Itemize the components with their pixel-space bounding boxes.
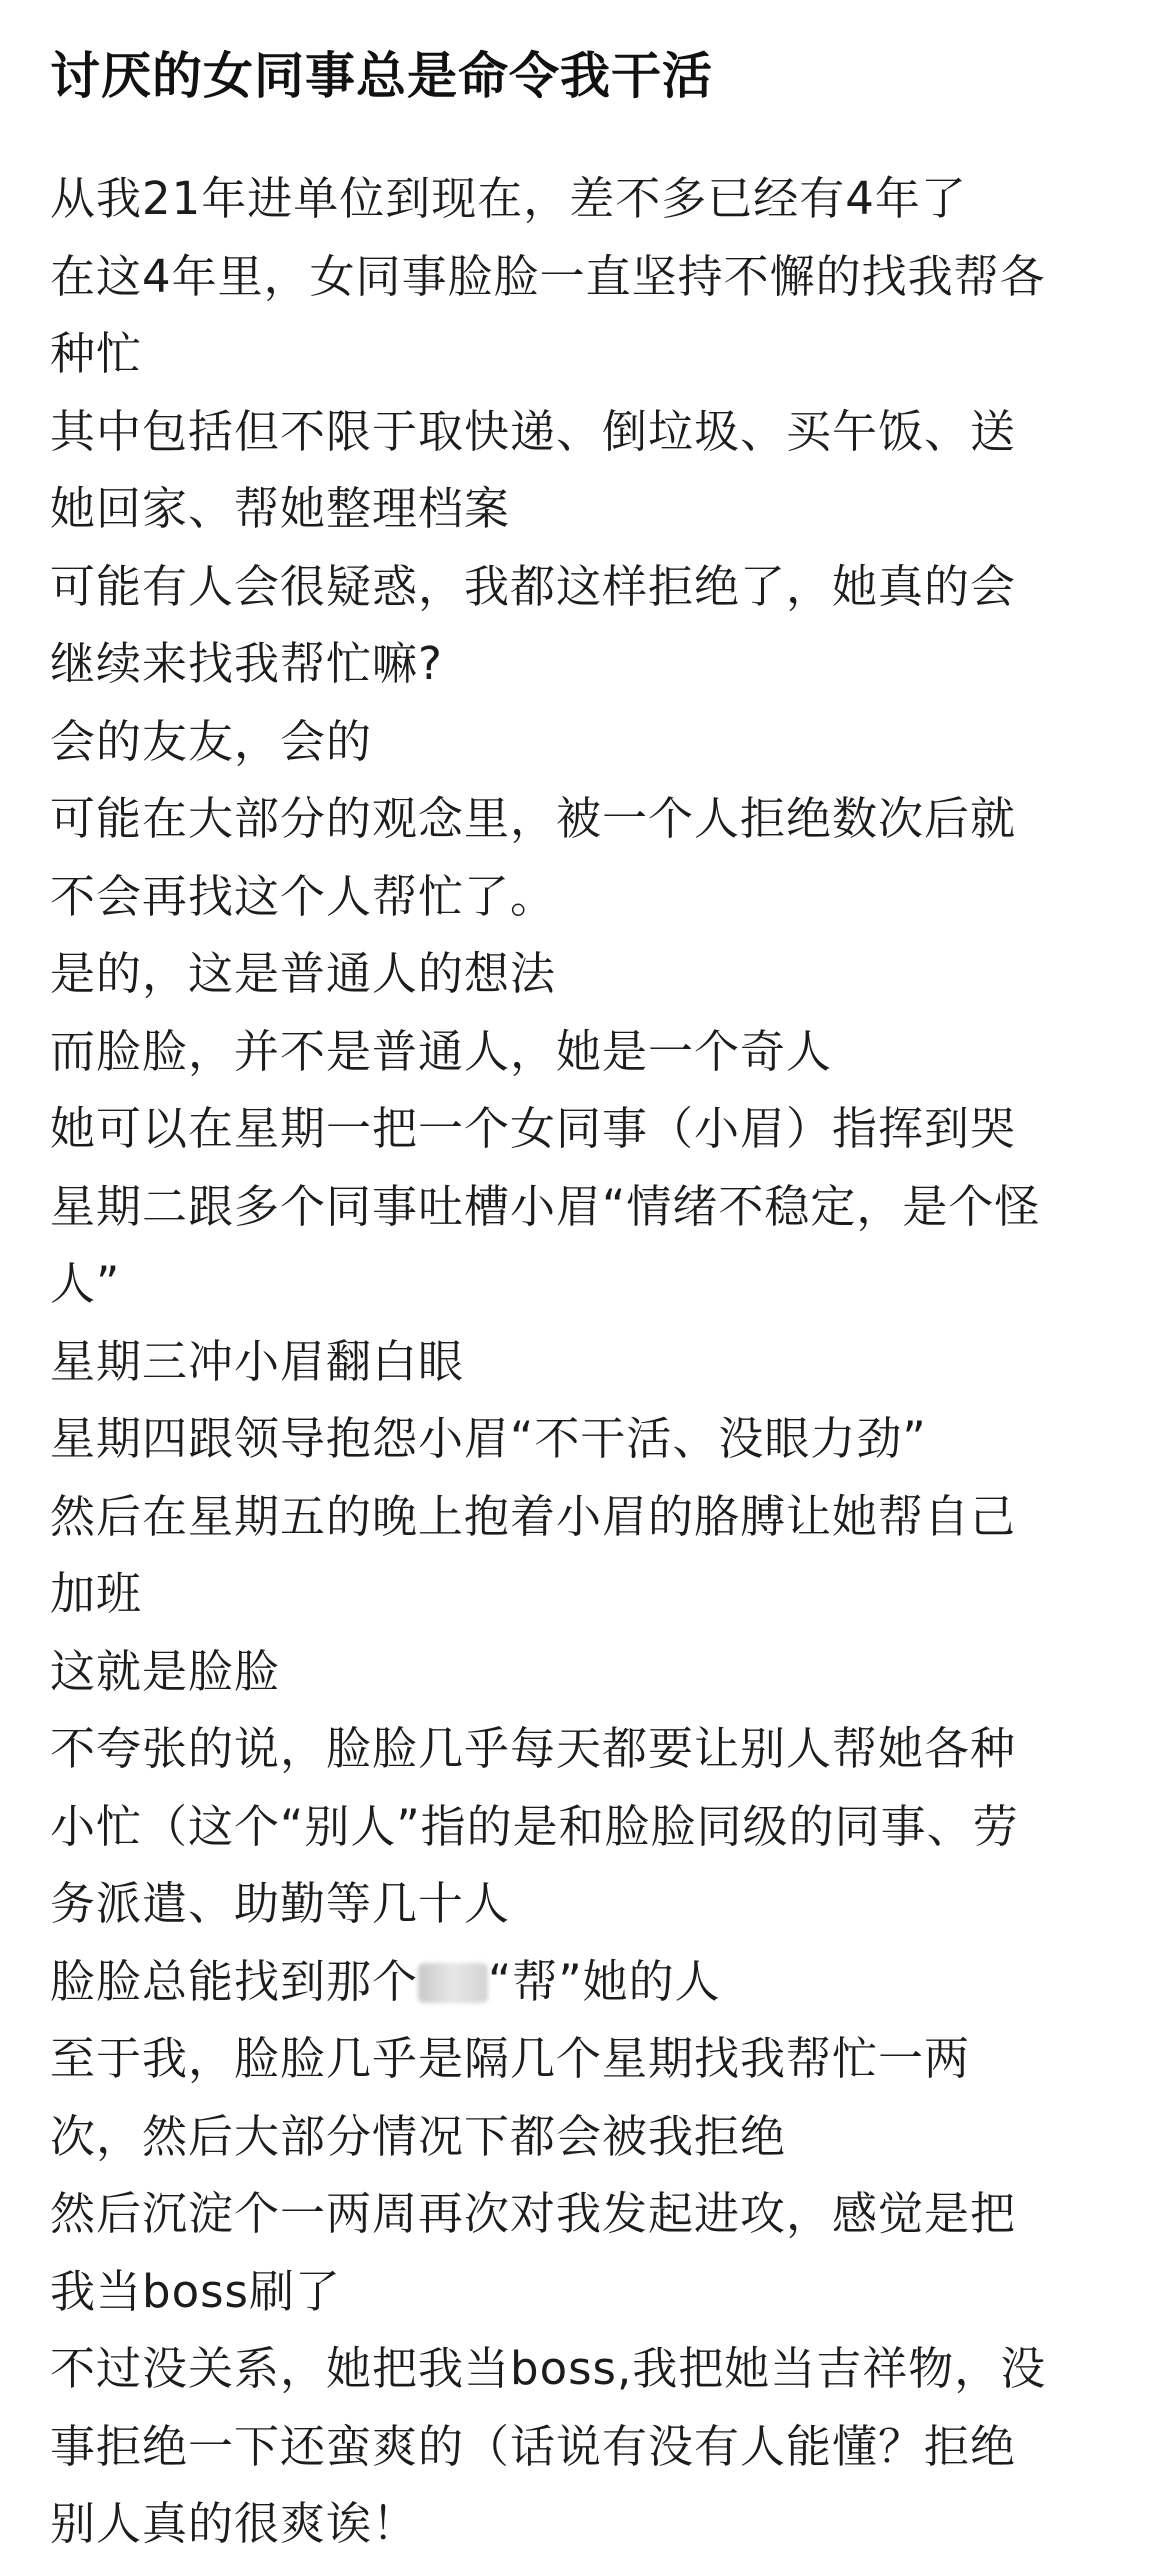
body-line: 在这4年里，女同事脸脸一直坚持不懈的找我帮各: [50, 249, 1046, 303]
obscured-text-blur: [418, 1963, 488, 2003]
body-line: 加班: [50, 1567, 143, 1620]
body-line: 星期三冲小眉翻白眼: [50, 1334, 465, 1388]
body-line: 这就是脸脸: [50, 1644, 281, 1698]
body-line: 星期二跟多个同事吐槽小眉“情绪不稳定，是个怪: [50, 1179, 1041, 1233]
body-line: 至于我，脸脸几乎是隔几个星期找我帮忙一两: [50, 2032, 971, 2085]
body-line: 种忙: [50, 327, 143, 380]
body-line: 务派遣、助勤等几十人: [50, 1877, 511, 1930]
body-line: 可能在大部分的观念里，被一个人拒绝数次后就: [50, 792, 1017, 845]
body-line: 不夸张的说，脸脸几乎每天都要让别人帮她各种: [50, 1722, 1017, 1775]
body-line: 我当boss刷了: [50, 2264, 341, 2318]
body-line: 不过没关系，她把我当boss,我把她当吉祥物，没: [50, 2342, 1047, 2395]
body-line: 不会再找这个人帮忙了。: [50, 869, 557, 923]
body-line: 小忙（这个“别人”指的是和脸脸同级的同事、劳: [50, 1799, 1019, 1853]
body-line: 其中包括但不限于取快递、倒垃圾、买午饭、送: [50, 404, 1017, 458]
body-line: 事拒绝一下还蛮爽的（话说有没有人能懂？拒绝: [50, 2419, 1017, 2473]
body-line: 可能有人会很疑惑，我都这样拒绝了，她真的会: [50, 559, 1017, 613]
post-title: 讨厌的女同事总是命令我干活: [50, 47, 713, 105]
post-body: [50, 160, 1120, 2563]
body-line: 人”: [50, 1257, 121, 1310]
body-line: 她回家、帮她整理档案: [50, 482, 511, 535]
body-line: 然后沉淀个一两周再次对我发起进攻，感觉是把: [50, 2187, 1017, 2240]
body-line-suffix: “帮”她的人: [488, 1954, 721, 2008]
body-line: 会的友友，会的: [50, 714, 373, 768]
body-line: 是的，这是普通人的想法: [50, 947, 557, 1000]
body-line: 然后在星期五的晚上抱着小眉的胳膊让她帮自己: [50, 1489, 1017, 1543]
body-line: 继续来找我帮忙嘛?: [50, 637, 443, 690]
body-line: 星期四跟领导抱怨小眉“不干活、没眼力劲”: [50, 1412, 927, 1465]
body-line-obscured: [50, 1943, 1120, 2021]
body-line: 而脸脸，并不是普通人，她是一个奇人: [50, 1024, 833, 1078]
body-line: 从我21年进单位到现在，差不多已经有4年了: [50, 172, 967, 225]
body-line: 次，然后大部分情况下都会被我拒绝: [50, 2109, 787, 2163]
body-line: 她可以在星期一把一个女同事（小眉）指挥到哭: [50, 1102, 1017, 1155]
body-line: 别人真的很爽诶！: [50, 2497, 419, 2550]
body-line-prefix: 脸脸总能找到那个: [50, 1954, 419, 2008]
